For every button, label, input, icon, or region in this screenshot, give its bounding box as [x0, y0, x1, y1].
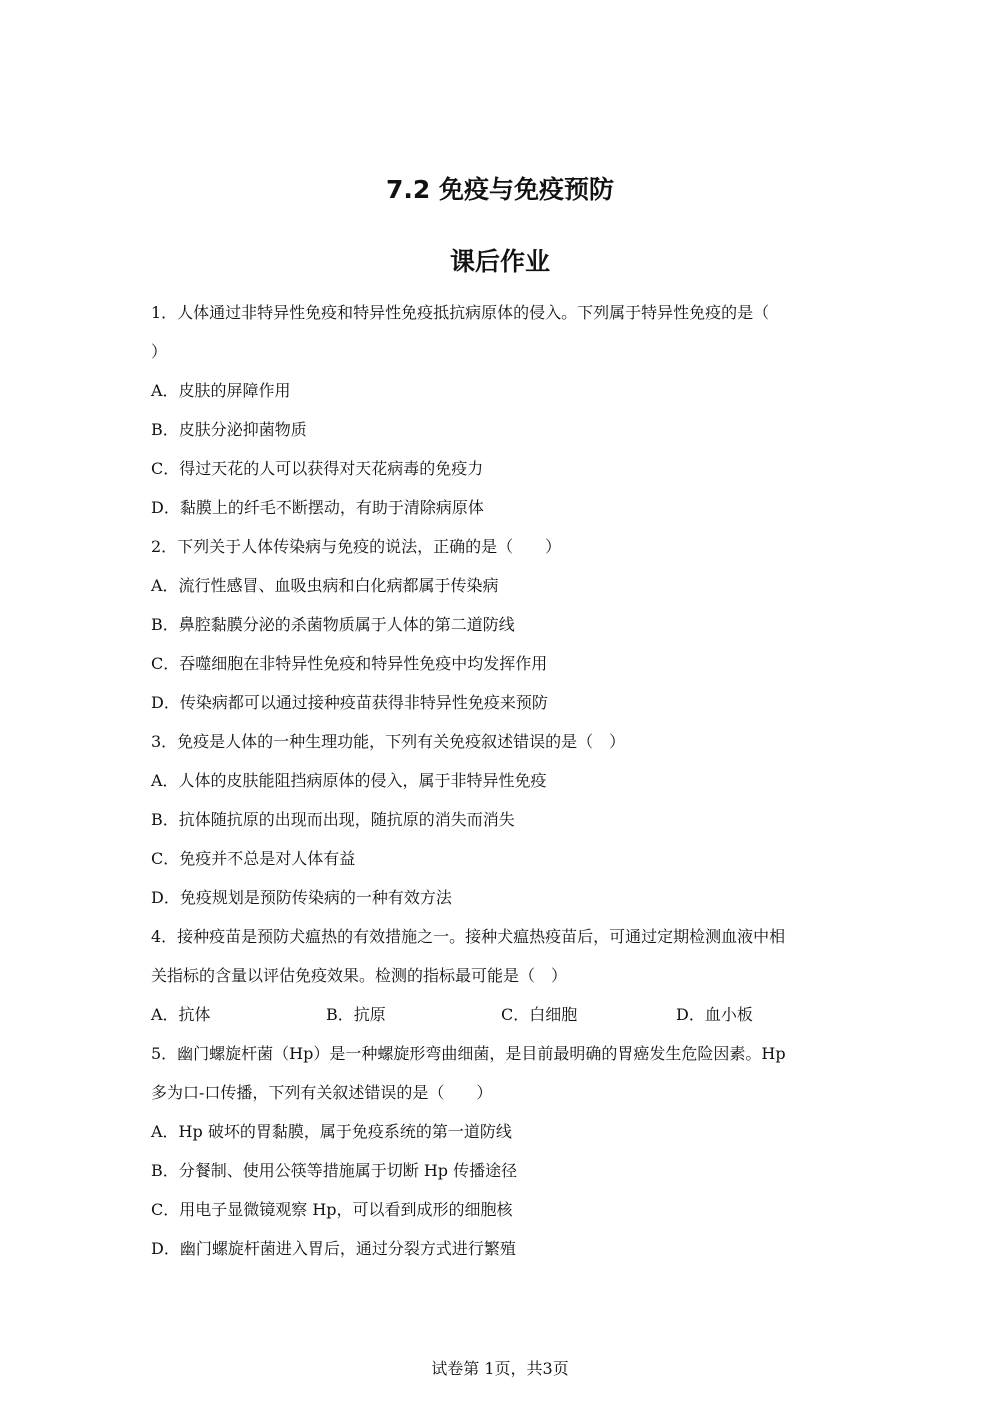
- option-a: A．Hp 破坏的胃黏膜，属于免疫系统的第一道防线: [151, 1122, 512, 1141]
- question-1: [151, 302, 851, 536]
- option-b: B．皮肤分泌抑菌物质: [151, 420, 307, 439]
- option-d: D．黏膜上的纤毛不断摆动，有助于清除病原体: [151, 498, 484, 517]
- question-5: [151, 1043, 851, 1277]
- question-stem-line: 多为口-口传播，下列有关叙述错误的是（ ）: [151, 1083, 493, 1102]
- option-b: B．分餐制、使用公筷等措施属于切断 Hp 传播途径: [151, 1161, 518, 1180]
- page-footer: 试卷第 1页，共3页: [431, 1359, 569, 1378]
- option-c: C．用电子显微镜观察 Hp，可以看到成形的细胞核: [151, 1200, 513, 1219]
- question-2: [151, 536, 851, 731]
- option-c: C．得过天花的人可以获得对天花病毒的免疫力: [151, 459, 484, 478]
- question-stem-line: 关指标的含量以评估免疫效果。检测的指标最可能是（ ）: [151, 966, 568, 985]
- option-a: A．抗体: [151, 1005, 211, 1024]
- question-4: [151, 926, 851, 1043]
- option-a: A．人体的皮肤能阻挡病原体的侵入，属于非特异性免疫: [151, 771, 547, 790]
- question-stem-line: 2．下列关于人体传染病与免疫的说法，正确的是（ ）: [151, 537, 562, 556]
- option-d: D．传染病都可以通过接种疫苗获得非特异性免疫来预防: [151, 693, 548, 712]
- option-b: B．抗原: [326, 1005, 386, 1024]
- option-c: C．吞噬细胞在非特异性免疫和特异性免疫中均发挥作用: [151, 654, 548, 673]
- option-d: D．免疫规划是预防传染病的一种有效方法: [151, 888, 452, 907]
- questions-list: [151, 302, 851, 1277]
- option-d: D．幽门螺旋杆菌进入胃后，通过分裂方式进行繁殖: [151, 1239, 516, 1258]
- option-c: C．白细胞: [501, 1005, 578, 1024]
- question-stem-line: 1．人体通过非特异性免疫和特异性免疫抵抗病原体的侵入。下列属于特异性免疫的是（: [151, 303, 770, 322]
- option-a: A．流行性感冒、血吸虫病和白化病都属于传染病: [151, 576, 499, 595]
- option-c: C．免疫并不总是对人体有益: [151, 849, 356, 868]
- option-b: B．抗体随抗原的出现而出现，随抗原的消失而消失: [151, 810, 515, 829]
- document-subtitle: 课后作业: [449, 247, 550, 276]
- question-3: [151, 731, 851, 926]
- question-stem-line: 3．免疫是人体的一种生理功能，下列有关免疫叙述错误的是（ ）: [151, 732, 626, 751]
- question-stem-line: 5．幽门螺旋杆菌（Hp）是一种螺旋形弯曲细菌，是目前最明确的胃癌发生危险因素。Hp: [151, 1044, 786, 1063]
- options-row: [151, 1004, 851, 1043]
- option-d: D．血小板: [676, 1005, 753, 1024]
- question-stem-line: ）: [151, 342, 168, 361]
- document-title: 7.2 免疫与免疫预防: [386, 175, 614, 204]
- option-b: B．鼻腔黏膜分泌的杀菌物质属于人体的第二道防线: [151, 615, 515, 634]
- option-a: A．皮肤的屏障作用: [151, 381, 291, 400]
- question-stem-line: 4．接种疫苗是预防犬瘟热的有效措施之一。接种犬瘟热疫苗后，可通过定期检测血液中相: [151, 927, 786, 946]
